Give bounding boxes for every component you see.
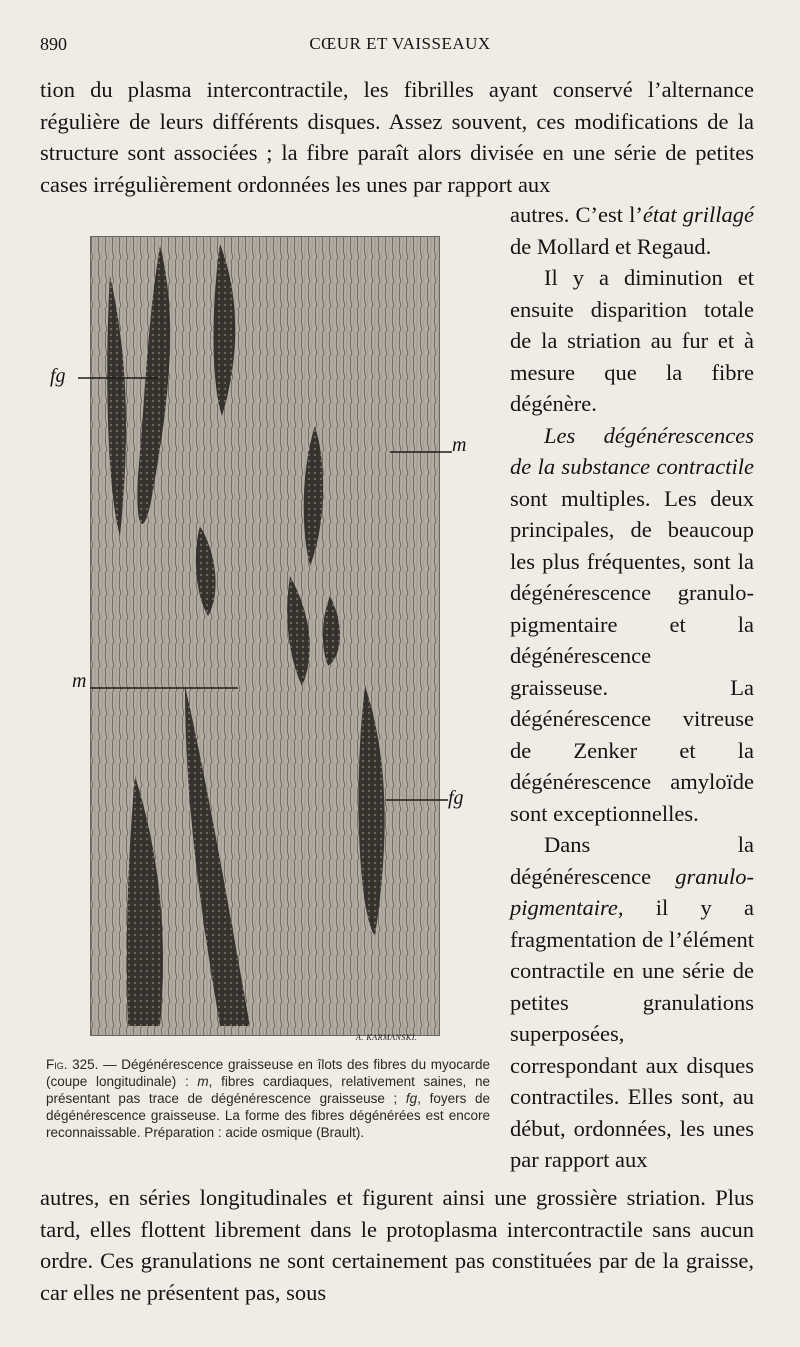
- fg-label-top: fg: [50, 365, 66, 387]
- leader-line-fg-bottom: [386, 798, 448, 802]
- right-column: [510, 199, 754, 1176]
- paragraph-top: tion du plasma intercontractile, les fibrilles ayant conservé l’alternance régulière de leurs différents disques. Assez souvent, ces modifications de la structure sont associées ; la fibre paraît alors divisée en une série de petites cases irrégulièrement ordonnées les unes par rapport aux: [40, 77, 754, 197]
- leader-line-m-left: [90, 686, 238, 690]
- right-paragraph-1: autres. C’est l’état grillagé de Mollard et Regaud.: [510, 202, 754, 259]
- running-title: CŒUR ET VAISSEAUX: [309, 34, 491, 53]
- body-text-top: [40, 74, 754, 200]
- histology-figure: [90, 236, 440, 1036]
- leader-line-fg-top: [78, 376, 158, 380]
- right-paragraph-3: Les dégénérescences de la substance contractile sont multiples. Les deux principales, de beaucoup les plus fréquentes, sont la dégénérescence granulo-pigmentaire et la dégénérescence graisseuse. La dégénérescence vitreuse de Zenker et la dégénérescence amyloïde sont exceptionnelles.: [510, 422, 754, 826]
- right-paragraph-2: Il y a diminution et ensuite disparition totale de la striation au fur et à mesure que la fibre dégénère.: [510, 265, 754, 416]
- right-paragraph-4: Dans la dégénérescence granulo-pigmentaire, il y a fragmentation de l’élément contractile en une série de petites granulations superposées, correspondant aux disques contractiles. Elles sont, au début, ordonnées, les unes par rapport aux: [510, 832, 754, 1172]
- engraver-signature: A. KARMANSKI.: [356, 1033, 418, 1042]
- m-label-left: m: [72, 670, 87, 692]
- myocardium-micrograph: [90, 236, 440, 1036]
- leader-line-m-right: [390, 450, 452, 454]
- page-number: 890: [40, 34, 67, 54]
- body-text-bottom: [40, 1182, 754, 1308]
- figure-caption: Fig. 325. — Dégénérescence graisseuse en îlots des fibres du myocarde (coupe longitudinale) : m, fibres cardiaques, relativement saines, ne présentant pas trace de dégénérescence graisseuse ; fg, foyers de dégénérescence graisseuse. La forme des fibres dégénérées est encore reconnaissable. Préparation : acide osmique (Brault).: [46, 1057, 491, 1140]
- paragraph-bottom: autres, en séries longitudinales et figurent ainsi une grossière striation. Plus tard, elles flottent librement dans le protoplasma intercontractile sans aucun ordre. Ces granulations ne sont certainement pas constituées par de la graisse, car elles ne présentent pas, sous: [40, 1185, 754, 1305]
- m-label-right: m: [452, 434, 467, 456]
- fg-label-bottom: fg: [448, 787, 464, 809]
- page-header: [0, 30, 800, 62]
